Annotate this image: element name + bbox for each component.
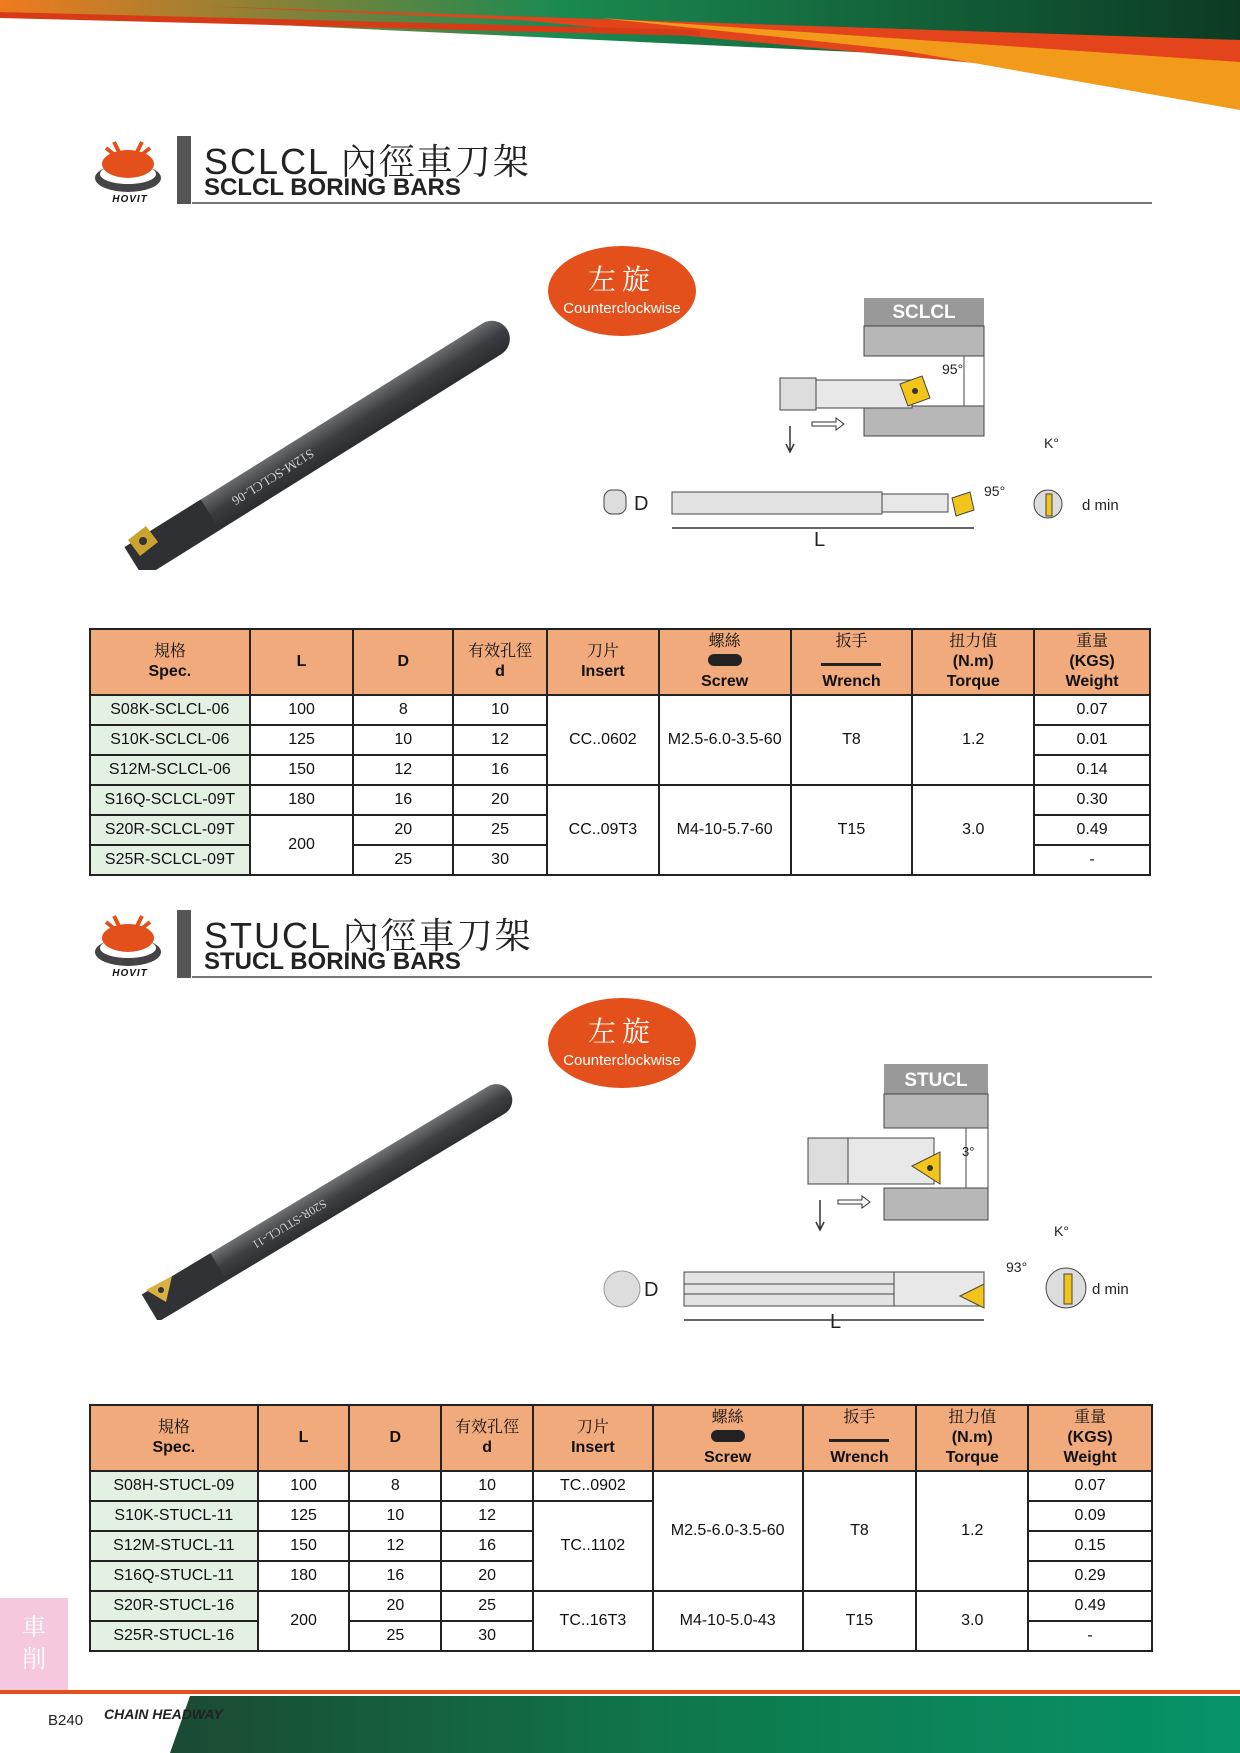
cell-spec: S20R-SCLCL-09T [90,815,250,845]
cell-L: 180 [250,785,354,815]
cell-L: 150 [250,755,354,785]
header-spec: 規格 Spec. [90,629,250,695]
logo-text: HOVIT [112,194,148,205]
table-row [90,1591,1152,1621]
header-d: 有效孔徑 d [441,1405,533,1471]
badge-cn: 左旋 [587,1016,656,1047]
cell-insert: TC..1102 [533,1501,653,1591]
section-title: STUCL 內徑車刀架 [204,915,533,956]
cell-d: 30 [453,845,547,875]
sclcl-dimension-diagram [600,294,1140,554]
cell-L: 125 [250,725,354,755]
label-dmin: d min [1082,497,1119,514]
boring-bar-photo [130,1080,530,1320]
badge-en: Counterclockwise [563,300,681,317]
cell-D: 12 [349,1531,441,1561]
label-D: D [634,493,649,515]
angle-side: 95° [984,483,1006,499]
cell-spec: S10K-STUCL-11 [90,1501,258,1531]
screw-icon [711,1430,745,1442]
cell-spec: S10K-SCLCL-06 [90,725,250,755]
header-L: L [258,1405,350,1471]
diagram-label: STUCL [904,1070,968,1091]
cell-wrench: T15 [803,1591,917,1651]
label-k: K° [1044,435,1059,451]
stucl-dimension-diagram [600,1060,1140,1330]
cell-insert: TC..16T3 [533,1591,653,1651]
cell-weight: 0.01 [1034,725,1150,755]
cell-L: 100 [258,1471,350,1501]
cell-L: 125 [258,1501,350,1531]
cell-weight: 0.07 [1028,1471,1152,1501]
header-torque: 扭力值 (N.m) Torque [916,1405,1028,1471]
cell-spec: S25R-SCLCL-09T [90,845,250,875]
cell-d: 16 [453,755,547,785]
header-insert: 刀片 Insert [533,1405,653,1471]
cell-wrench: T8 [803,1471,917,1591]
cell-spec: S12M-SCLCL-06 [90,755,250,785]
side-tab-char: 削 [22,1646,46,1673]
wrench-icon [821,658,881,666]
section-subtitle: STUCL BORING BARS [204,948,461,975]
title-divider [192,202,1152,204]
cell-L: 100 [250,695,354,725]
cell-weight: 0.49 [1034,815,1150,845]
angle-top: 3° [962,1144,975,1159]
cell-d: 10 [441,1471,533,1501]
label-dmin: d min [1092,1281,1129,1298]
cell-spec: S25R-STUCL-16 [90,1621,258,1651]
cell-D: 10 [353,725,453,755]
cell-d: 10 [453,695,547,725]
cell-D: 20 [353,815,453,845]
section-subtitle: SCLCL BORING BARS [204,174,461,201]
page-number: B240 [48,1712,84,1729]
category-side-tab [0,1598,68,1694]
cell-weight: 0.07 [1034,695,1150,725]
table-row [90,695,1150,725]
header-screw: 螺絲 Screw [653,1405,803,1471]
cell-D: 10 [349,1501,441,1531]
title-divider [192,976,1152,978]
cell-weight: 0.09 [1028,1501,1152,1531]
cell-D: 25 [353,845,453,875]
table-header-row [90,1405,1152,1471]
angle-top: 95° [942,361,964,377]
photo-engraving: S20R-STUCL-11 [249,1196,330,1252]
cell-weight: 0.29 [1028,1561,1152,1591]
cell-screw: M2.5-6.0-3.5-60 [659,695,791,785]
cell-d: 12 [441,1501,533,1531]
cell-screw: M4-10-5.0-43 [653,1591,803,1651]
cell-d: 25 [441,1591,533,1621]
angle-side: 93° [1006,1259,1028,1275]
cell-spec: S16Q-STUCL-11 [90,1561,258,1591]
cell-insert: CC..09T3 [547,785,659,875]
header-wrench: 扳手 Wrench [791,629,913,695]
cell-d: 25 [453,815,547,845]
cell-insert: TC..0902 [533,1471,653,1501]
header-insert: 刀片 Insert [547,629,659,695]
section-header-sclcl [92,134,1152,214]
cell-L: 200 [258,1591,350,1651]
cell-insert: CC..0602 [547,695,659,785]
header-L: L [250,629,354,695]
cell-torque: 3.0 [916,1591,1028,1651]
table-header-row [90,629,1150,695]
cell-weight: 0.14 [1034,755,1150,785]
cell-wrench: T8 [791,695,913,785]
table-row [90,1471,1152,1501]
cell-spec: S08K-SCLCL-06 [90,695,250,725]
cell-d: 30 [441,1621,533,1651]
header-wrench: 扳手 Wrench [803,1405,917,1471]
cell-wrench: T15 [791,785,913,875]
title-accent-bar [177,136,191,204]
cell-screw: M2.5-6.0-3.5-60 [653,1471,803,1591]
badge-cn: 左旋 [587,264,656,295]
photo-engraving: S12M-SCLCL-06 [229,446,317,509]
cell-L: 200 [250,815,354,875]
cell-spec: S16Q-SCLCL-09T [90,785,250,815]
cell-L: 180 [258,1561,350,1591]
cell-spec: S08H-STUCL-09 [90,1471,258,1501]
header-D: D [349,1405,441,1471]
diagram-label: SCLCL [892,302,956,323]
label-k: K° [1054,1223,1069,1239]
cell-torque: 1.2 [912,695,1034,785]
wrench-icon [829,1434,889,1442]
cell-screw: M4-10-5.7-60 [659,785,791,875]
cell-weight: - [1028,1621,1152,1651]
logo-text: HOVIT [112,968,148,979]
cell-torque: 1.2 [916,1471,1028,1591]
cell-spec: S20R-STUCL-16 [90,1591,258,1621]
cell-D: 8 [353,695,453,725]
header-spec: 規格 Spec. [90,1405,258,1471]
label-D: D [644,1279,659,1301]
header-screw: 螺絲 Screw [659,629,791,695]
cell-d: 20 [441,1561,533,1591]
screw-icon [708,654,742,666]
boring-bar-photo [110,320,530,570]
cell-d: 20 [453,785,547,815]
cell-D: 8 [349,1471,441,1501]
cell-L: 150 [258,1531,350,1561]
header-D: D [353,629,453,695]
cell-D: 16 [353,785,453,815]
cell-weight: - [1034,845,1150,875]
top-decorative-band [0,0,1240,120]
spec-table-stucl [89,1404,1153,1652]
cell-spec: S12M-STUCL-11 [90,1531,258,1561]
header-weight: 重量 (KGS) Weight [1028,1405,1152,1471]
cell-weight: 0.30 [1034,785,1150,815]
cell-d: 12 [453,725,547,755]
section-header-stucl [92,908,1152,988]
side-tab-char: 車 [22,1614,46,1641]
header-weight: 重量 (KGS) Weight [1034,629,1150,695]
cell-weight: 0.15 [1028,1531,1152,1561]
spec-table-sclcl [89,628,1151,876]
cell-torque: 3.0 [912,785,1034,875]
cell-d: 16 [441,1531,533,1561]
cell-D: 12 [353,755,453,785]
cell-weight: 0.49 [1028,1591,1152,1621]
table-row [90,785,1150,815]
header-d: 有效孔徑 d [453,629,547,695]
label-L: L [814,529,826,551]
section-title: SCLCL 內徑車刀架 [204,141,531,182]
title-accent-bar [177,910,191,978]
header-torque: 扭力值 (N.m) Torque [912,629,1034,695]
cell-D: 16 [349,1561,441,1591]
label-L: L [830,1311,842,1330]
cell-D: 25 [349,1621,441,1651]
badge-en: Counterclockwise [563,1052,681,1069]
brand-logo: CHAIN HEADWAY [104,1706,223,1722]
cell-D: 20 [349,1591,441,1621]
